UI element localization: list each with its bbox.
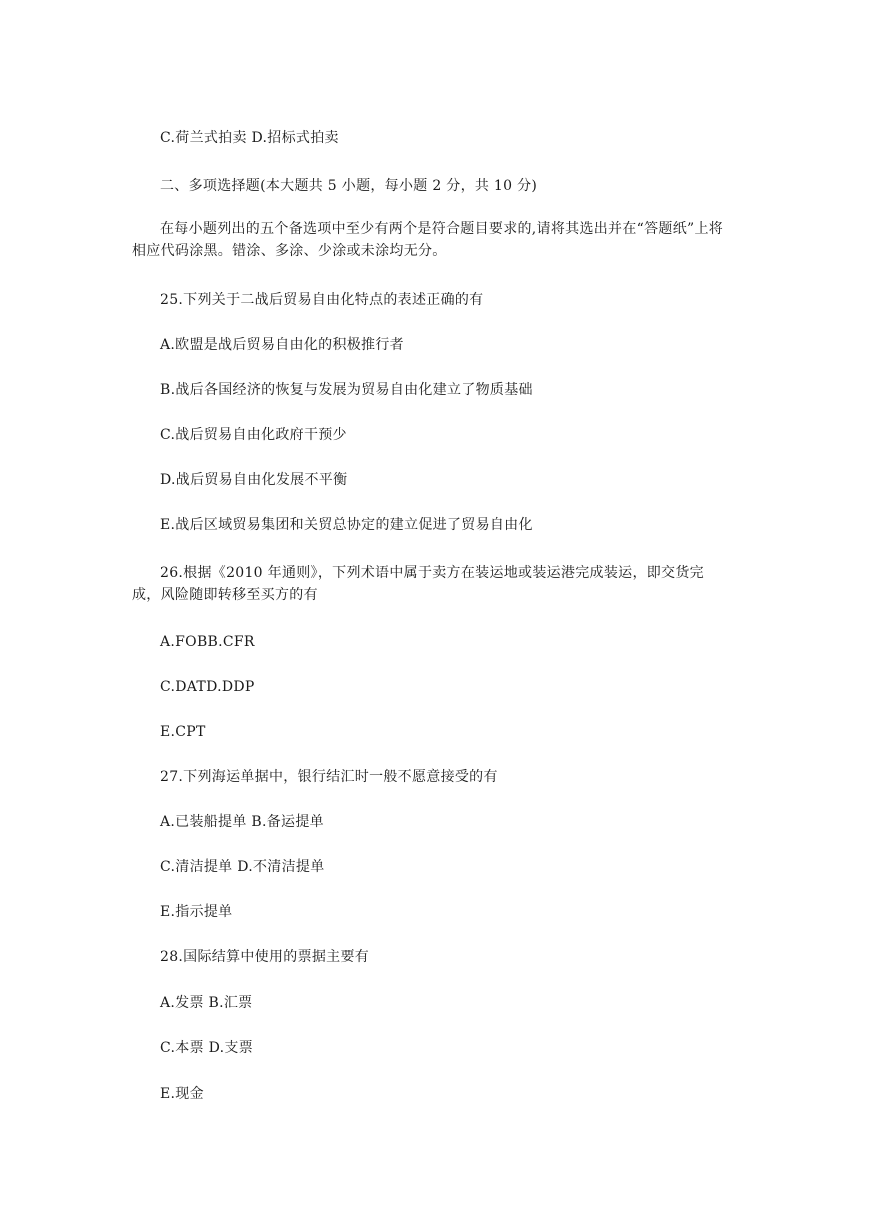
q26-options-ab: A.FOBB.CFR — [160, 634, 255, 650]
q27-options-cd: C.清洁提单 D.不清洁提单 — [160, 859, 325, 875]
q28-options-cd: C.本票 D.支票 — [160, 1040, 253, 1056]
q25-option-a: A.欧盟是战后贸易自由化的积极推行者 — [160, 337, 404, 353]
section-instruction: 在每小题列出的五个备选项中至少有两个是符合题目要求的,请将其选出并在“答题纸”上将相应代码涂黑。错涂、多涂、少涂或未涂均无分。 — [132, 221, 724, 259]
q25-option-b: B.战后各国经济的恢复与发展为贸易自由化建立了物质基础 — [160, 382, 533, 398]
q25-stem: 25.下列关于二战后贸易自由化特点的表述正确的有 — [160, 292, 484, 308]
q26-option-e: E.CPT — [160, 724, 206, 740]
q25-option-c: C.战后贸易自由化政府干预少 — [160, 427, 347, 443]
q26-stem: 26.根据《2010 年通则》，下列术语中属于卖方在装运地或装运港完成装运，即交货完成，风险随即转移至买方的有 — [132, 565, 704, 603]
q27-option-e: E.指示提单 — [160, 904, 233, 920]
q28-options-ab: A.发票 B.汇票 — [160, 995, 253, 1011]
q27-stem: 27.下列海运单据中，银行结汇时一般不愿意接受的有 — [160, 769, 498, 785]
q28-option-e: E.现金 — [160, 1086, 204, 1102]
q25-option-e: E.战后区域贸易集团和关贸总协定的建立促进了贸易自由化 — [160, 517, 533, 533]
section-heading: 二、多项选择题(本大题共 5 小题，每小题 2 分，共 10 分) — [160, 178, 538, 194]
q26-options-cd: C.DATD.DDP — [160, 679, 255, 695]
q27-options-ab: A.已装船提单 B.备运提单 — [160, 814, 324, 830]
q24-options-cd: C.荷兰式拍卖 D.招标式拍卖 — [160, 130, 339, 146]
q28-stem: 28.国际结算中使用的票据主要有 — [160, 949, 370, 965]
q25-option-d: D.战后贸易自由化发展不平衡 — [160, 472, 348, 488]
